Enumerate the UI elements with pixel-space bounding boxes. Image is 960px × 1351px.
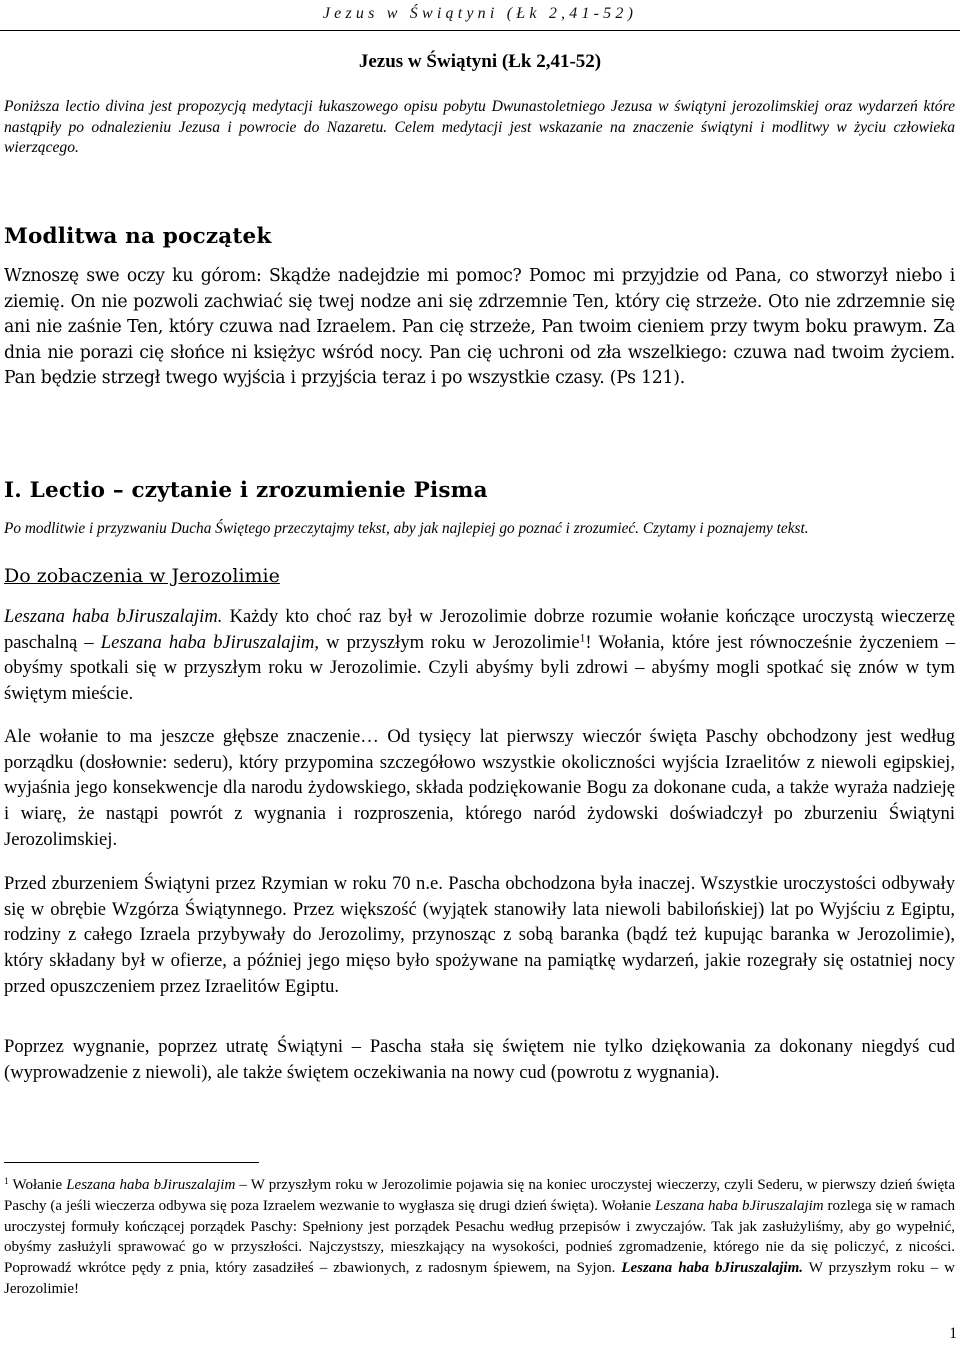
footnote-text-a: Wołanie (8, 1177, 67, 1193)
paragraph-1-text-b: , w przyszłym roku w Jerozolimie (314, 631, 580, 653)
document-title: Jezus w Świątyni (Łk 2,41-52) (358, 51, 602, 72)
paragraph-3: Przed zburzeniem Świątyni przez Rzymian w roku 70 n.e. Pascha obchodzona była inaczej. Wszystkie uroczystości odbywały się w obrębie Wzgórza Świątynnego. Przez większość (wyjątek stanowiły lata niewoli babilońskiej) lat po Wyjściu z Egiptu, rodziny z całego Izraela przybywały do Jerozolimy, przynosząc z sobą baranka (bądź też kupując baranka w Jerozolimie), który składany był w ofierze, a później jego mięso było spożywane na pamiątkę wydarzeń, jakie rozegrały się ostatniej nocy przed opuszczeniem przez Izraelitów Egiptu. (4, 873, 955, 997)
prayer-text: Wznoszę swe oczy ku górom: Skądże nadejdzie mi pomoc? Pomoc mi przyjdzie od Pana, co stworzył niebo i ziemię. On nie pozwoli zachwiać się twej nodze ani się zdrzemnie Ten, który cię strzeże. Oto nie zdrzemnie się ani nie zaśnie Ten, który czuwa nad Izraelem. Pan cię strzeże, Pan twoim cieniem przy twym boku prawym. Za dnia nie porazi cię słońce ni księżyc wśród nocy. Pan cię uchroni od zła wszelkiego: czuwa nad twoim życiem. Pan będzie strzegł twego wyjścia i przyjścia teraz i po wszystkie czasy. (Ps 121). (4, 266, 955, 388)
footnote-1 (4, 1175, 955, 1300)
prayer-heading: Modlitwa na początek (4, 224, 272, 249)
footnote-mark: 1 (4, 1176, 9, 1187)
footnote-emphasis-b: Leszana haba bJiruszalajim (654, 1197, 824, 1214)
footnote-emphasis-a: Leszana haba bJiruszalajim (66, 1177, 236, 1193)
footnote-separator (4, 1162, 259, 1163)
running-header: Jezus w Świątyni (Łk 2,41-52) (322, 5, 638, 22)
paragraph-1-text-c: ! Wołania, które jest równocześnie życzeniem – obyśmy spotkali się w przyszłym roku w Jerozolimie. Czyli abyśmy byli zdrowi – abyśmy mogli spotkać się znów w tym świętym mieście. (4, 631, 955, 705)
paragraph-4: Poprzez wygnanie, poprzez utratę Świątyni – Pascha stała się świętem nie tylko dziękowania za dokonany niegdyś cud (wyprowadzenie z niewoli), ale także świętem oczekiwania na nowy cud (powrotu z wygnania). (4, 1036, 955, 1083)
footnote-text-d: W przyszłym roku – w Jerozolimie! (4, 1260, 955, 1297)
lectio-heading: I. Lectio – czytanie i zrozumienie Pisma (4, 478, 488, 503)
lectio-intro: Po modlitwie i przyzwaniu Ducha Świętego przeczytajmy tekst, aby jak najlepiej go poznać i zrozumieć. Czytamy i poznajemy tekst. (4, 520, 809, 537)
footnote-text-b: – W przyszłym roku w Jerozolimie pojawia się na koniec uroczystej wieczerzy, czyli Sederu, w pierwszy dzień święta Paschy (a jeśli wieczerza odbywa się poza Izraelem wezwanie to wygłasza się drugi dzień święta). Wołanie (4, 1177, 955, 1214)
paragraph-1-emphasis: Leszana haba bJiruszalajim (100, 631, 315, 653)
intro-paragraph: Poniższa lectio divina jest propozycją medytacji łukaszowego opisu pobytu Dwunastoletniego Jezusa w świątyni jerozolimskiej oraz wydarzeń które nastąpiły po odnalezieniu Jezusa i powrocie do Nazaretu. Celem medytacji jest wskazanie na znaczenie świątyni i modlitwy w życiu człowieka wierzącego. (4, 98, 955, 156)
paragraph-2: Ale wołanie to ma jeszcze głębsze znaczenie… Od tysięcy lat pierwszy wieczór święta Paschy obchodzony jest według porządku (dosłownie: sederu), który przypomina szczegółowo wszystkie okoliczności wyjścia Izraelitów z niewoli egipskiej, wyjaśnia jego konsekwencje dla narodu żydowskiego, składa podziękowanie Bogu za dokonane cuda, a także wyraża nadzieję i wiarę, że nastąpi powrót z wygnania i rozproszenia, którego naród żydowski doświadczył po zburzeniu Świątyni Jerozolimskiej. (4, 726, 955, 850)
page-number: 1 (949, 1325, 957, 1342)
paragraph-1-lead: Leszana haba bJiruszalajim. (4, 606, 223, 627)
paragraph-1-text-a: Każdy kto choć raz był w Jerozolimie dobrze rozumie wołanie kończące uroczystą wieczerzę paschalną – (4, 606, 955, 653)
footnote-reference[interactable]: 1 (579, 632, 586, 645)
footnote-text-c: rozlega się w ramach uroczystej formuły kończącej porządek Paschy: Spełniony jest porządek Pesachu według przepisów i zwyczajów. Tak jak zasłużyliśmy, aby go wypełnić, obyśmy zasłużyli sprawować go w przyszłości. Najczystszy, mieszkający na wysokości, podnieś zgromadzenie, którego nie da się policzyć, z nicości. Poprowadź wkrótce pędy z pnia, który zasadziłeś – zbawionych, z radosnym śpiewem, na Syjon. (4, 1197, 955, 1277)
section-subheading: Do zobaczenia w Jerozolimie (4, 565, 280, 587)
header-rule (0, 30, 960, 31)
footnote-emphasis-c: Leszana haba bJiruszalajim. (621, 1260, 803, 1277)
paragraph-1 (4, 604, 955, 707)
